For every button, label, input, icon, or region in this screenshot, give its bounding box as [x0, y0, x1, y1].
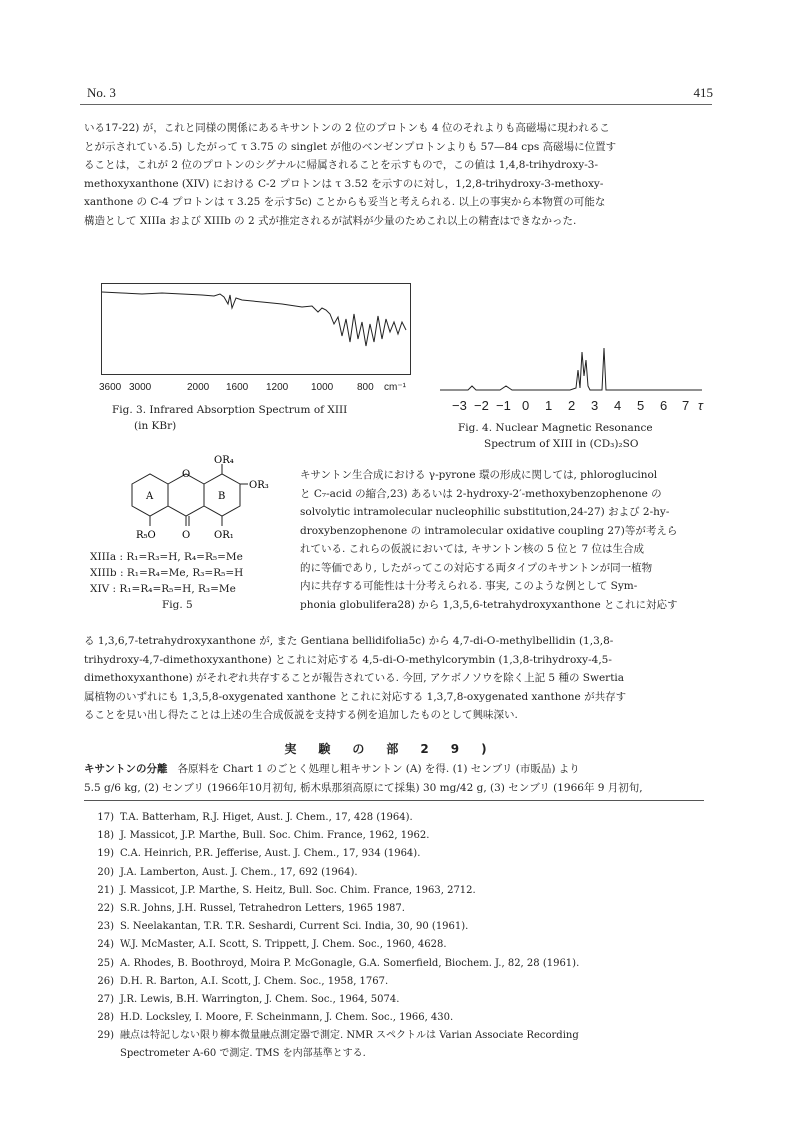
- reference-text: S. Neelakantan, T.R. T.R. Seshardi, Current Sci. India, 30, 90 (1961).: [120, 921, 469, 933]
- experimental-text: 各原料を Chart 1 のごとく処理し粗キサントン (A) を得. (1) センブリ (市販品) より: [177, 763, 580, 775]
- text-line: methoxyxanthone (XIV) における C-2 プロトンは τ 3.52 を示すのに対し，1,2,8-trihydroxy-3-methoxy-: [84, 177, 604, 190]
- nmr-tick: 5: [637, 398, 645, 413]
- text-line: solvolytic intramolecular nucleophilic substitution,24-27) および 2-hy-: [300, 506, 670, 518]
- ir-tick: 800: [357, 382, 374, 393]
- xanthone-structure: [92, 454, 272, 550]
- text-line: 内に共存する可能性は十分考えられる. 事実, このような例として Sym-: [300, 580, 638, 592]
- carbonyl-oxygen: O: [182, 530, 191, 541]
- ring-a-label: A: [146, 491, 154, 502]
- reference-item: [90, 973, 710, 991]
- text-line: と C₇-acid の縮合,23) あるいは 2-hydroxy-2′-methoxybenzophenone の: [300, 487, 662, 500]
- reference-text: T.A. Batterham, R.J. Higet, Aust. J. Chem., 17, 428 (1964).: [120, 812, 413, 823]
- ir-spectrum-frame: [101, 283, 411, 375]
- reference-number: 21): [97, 884, 114, 896]
- page-number: 415: [693, 85, 713, 100]
- text-line: いる17-22) が，これと同様の関係にあるキサントンの 2 位のプロトンも 4 位のそれよりも高磁場に現われるこ: [84, 122, 610, 134]
- fig4-caption-line: Fig. 4. Nuclear Magnetic Resonance: [458, 422, 653, 434]
- ir-axis-ticks: [101, 382, 421, 396]
- nmr-axis-ticks: [452, 398, 712, 414]
- text-line: 5.5 g/6 kg, (2) センブリ (1966年10月初旬, 栃木県那須高原にて採集) 30 mg/42 g, (3) センブリ (1966年 9 月初旬,: [84, 781, 643, 794]
- substituent-r5o: R₅O: [136, 530, 156, 541]
- ir-tick: 3600: [99, 382, 122, 393]
- text-line: trihydroxy-4,7-dimethoxyxanthone) とこれに対応する 4,5-di-O-methylcorymbin (1,3,8-trihydroxy-4,5-: [84, 653, 612, 666]
- text-line: [84, 760, 712, 779]
- reference-item: [90, 1027, 710, 1045]
- text-line: 的に等価であり, したがってこの対応する両タイプのキサントンが同一植物: [300, 561, 653, 574]
- fig3-caption: [112, 402, 347, 434]
- reference-item: [90, 827, 710, 845]
- substituent-or3: OR₃: [249, 480, 269, 491]
- text-line: ることを見い出し得たことは上述の生合成仮説を支持する例を追加したものとして興味深い.: [84, 709, 518, 721]
- nmr-tick: 2: [568, 398, 576, 413]
- references-list: [90, 809, 710, 1064]
- ir-tick: 2000: [187, 382, 210, 393]
- ir-tick-unit: cm⁻¹: [384, 382, 406, 393]
- reference-text: J. Massicot, J.P. Marthe, S. Heitz, Bull. Soc. Chim. France, 1963, 2712.: [120, 884, 476, 896]
- text-line: droxybenzophenone の intramolecular oxidative coupling 27)等が考えら: [300, 524, 678, 537]
- nmr-tick: 1: [545, 398, 553, 413]
- reference-number: 20): [97, 866, 114, 878]
- ir-tick: 3000: [129, 382, 152, 393]
- reference-text: J.A. Lamberton, Aust. J. Chem., 17, 692 (1964).: [120, 866, 358, 878]
- ir-spectrum-trace: [102, 284, 410, 374]
- nmr-spectrum-trace: [440, 340, 710, 396]
- reference-text: D.H. R. Barton, A.I. Scott, J. Chem. Soc., 1958, 1767.: [120, 975, 389, 987]
- definition-line: XIIIa : R₁=R₃=H, R₄=R₅=Me: [90, 551, 243, 563]
- nmr-tick: −3: [452, 398, 467, 413]
- reference-item: [90, 809, 710, 827]
- text-line: 属植物のいずれにも 1,3,5,8-oxygenated xanthone とこれに対応する 1,3,7,8-oxygenated xanthone が共存す: [84, 690, 627, 703]
- reference-item: [90, 936, 710, 954]
- text-line: キサントン生合成における γ-pyrone 環の形成に関しては, phloroglucinol: [300, 469, 658, 481]
- substituent-or4: OR₄: [214, 455, 234, 466]
- intro-paragraph: [84, 119, 712, 230]
- ir-tick: 1600: [226, 382, 249, 393]
- reference-item: [90, 845, 710, 863]
- nmr-tick: −2: [474, 398, 489, 413]
- ring-oxygen: O: [182, 469, 191, 480]
- reference-number: 18): [97, 830, 114, 842]
- reference-item: [90, 1009, 710, 1027]
- reference-number: 22): [97, 902, 114, 914]
- reference-text: J. Massicot, J.P. Marthe, Bull. Soc. Chim. France, 1962, 1962.: [120, 830, 430, 842]
- reference-number: 23): [97, 921, 114, 933]
- reference-text: J.R. Lewis, B.H. Warrington, J. Chem. Soc., 1964, 5074.: [120, 993, 400, 1005]
- reference-item: [90, 955, 710, 973]
- reference-item: [90, 864, 710, 882]
- reference-number: 25): [97, 957, 114, 969]
- experimental-lead: キサントンの分離: [84, 763, 168, 775]
- ir-tick: 1000: [311, 382, 334, 393]
- reference-item: [90, 900, 710, 918]
- nmr-tick: 0: [522, 398, 530, 413]
- continuation-paragraph: [84, 632, 712, 725]
- reference-number: 28): [97, 1012, 114, 1024]
- fig5-caption: Fig. 5: [162, 599, 193, 611]
- reference-number: 27): [97, 993, 114, 1005]
- reference-text: C.A. Heinrich, P.R. Jefferise, Aust. J. Chem., 17, 934 (1964).: [120, 848, 421, 860]
- running-header-issue: No. 3: [87, 85, 116, 100]
- reference-text: A. Rhodes, B. Boothroyd, Moira P. McGonagle, G.A. Somerfield, Biochem. J., 82, 28 (1961).: [120, 957, 580, 969]
- reference-item: [90, 882, 710, 900]
- text-line: とが示されている.5) したがって τ 3.75 の singlet が他のベンゼンプロトンよりも 57—84 cps 高磁場に位置す: [84, 140, 617, 153]
- text-line: 構造として XIIIa および XIIIb の 2 式が推定されるが試料が少量のためこれ以上の精査はできなかった.: [84, 214, 577, 227]
- fig3-caption-line: (in KBr): [134, 420, 177, 432]
- reference-number: 26): [97, 975, 114, 987]
- reference-number: 24): [97, 939, 114, 951]
- reference-text: H.D. Locksley, I. Moore, F. Scheinmann, J. Chem. Soc., 1966, 430.: [120, 1012, 454, 1024]
- nmr-tick: 3: [591, 398, 599, 413]
- nmr-tick: 6: [660, 398, 668, 413]
- nmr-tick: −1: [496, 398, 511, 413]
- reference-continuation: Spectrometer A-60 で測定. TMS を内部基準とする.: [120, 1048, 366, 1060]
- nmr-tick-unit: τ: [698, 398, 703, 413]
- reference-text: S.R. Johns, J.H. Russel, Tetrahedron Letters, 1965 1987.: [120, 902, 405, 914]
- biosynthesis-paragraph: [300, 466, 712, 614]
- reference-item: [90, 918, 710, 936]
- definition-line: XIV : R₁=R₄=R₅=H, R₃=Me: [90, 583, 236, 595]
- nmr-tick: 7: [682, 398, 690, 413]
- text-line: phonia globulifera28) から 1,3,5,6-tetrahydroxyxanthone とこれに対応す: [300, 598, 678, 611]
- ring-b-label: B: [218, 491, 226, 502]
- text-line: る 1,3,6,7-tetrahydroxyxanthone が, また Gentiana bellidifolia5c) から 4,7-di-O-methylbellidin (1,3,8-: [84, 635, 614, 647]
- text-line: dimethoxyxanthone) がそれぞれ共存することが報告されている. 今回, アケボノソウを除く上記 5 種の Swertia: [84, 672, 625, 684]
- text-line: れている. これらの仮説においては, キサントン核の 5 位と 7 位は生合成: [300, 543, 645, 555]
- reference-text: 融点は特記しない限り柳本微量融点測定器で測定. NMR スペクトルは Varian Associate Recording: [120, 1030, 579, 1042]
- ir-tick: 1200: [266, 382, 289, 393]
- fig3-caption-line: Fig. 3. Infrared Absorption Spectrum of XIII: [112, 404, 348, 416]
- reference-number: 17): [97, 812, 114, 823]
- text-line: xanthone の C-4 プロトンは τ 3.25 を示す5c) ことからも妥当と考えられる. 以上の事実から本物質の可能な: [84, 196, 606, 208]
- text-line: ることは，これが 2 位のプロトンのシグナルに帰属されることを示すもので，この値は 1,4,8-trihydroxy-3-: [84, 159, 598, 171]
- reference-text: W.J. McMaster, A.I. Scott, S. Trippett, J. Chem. Soc., 1960, 4628.: [120, 939, 447, 951]
- reference-number: 29): [97, 1030, 114, 1042]
- fig4-caption: [458, 420, 653, 452]
- reference-item: [90, 991, 710, 1009]
- experimental-paragraph: [84, 760, 712, 797]
- fig5-definitions: [90, 549, 243, 597]
- nmr-tick: 4: [614, 398, 622, 413]
- header-rule: [80, 104, 712, 105]
- reference-number: 19): [97, 848, 114, 860]
- fig4-caption-line: Spectrum of XIII in (CD₃)₂SO: [484, 438, 639, 450]
- substituent-or1: OR₁: [214, 530, 234, 541]
- definition-line: XIIIb : R₁=R₄=Me, R₃=R₅=H: [90, 567, 244, 579]
- references-rule: [84, 800, 704, 801]
- section-title: 実験の部29): [284, 742, 509, 756]
